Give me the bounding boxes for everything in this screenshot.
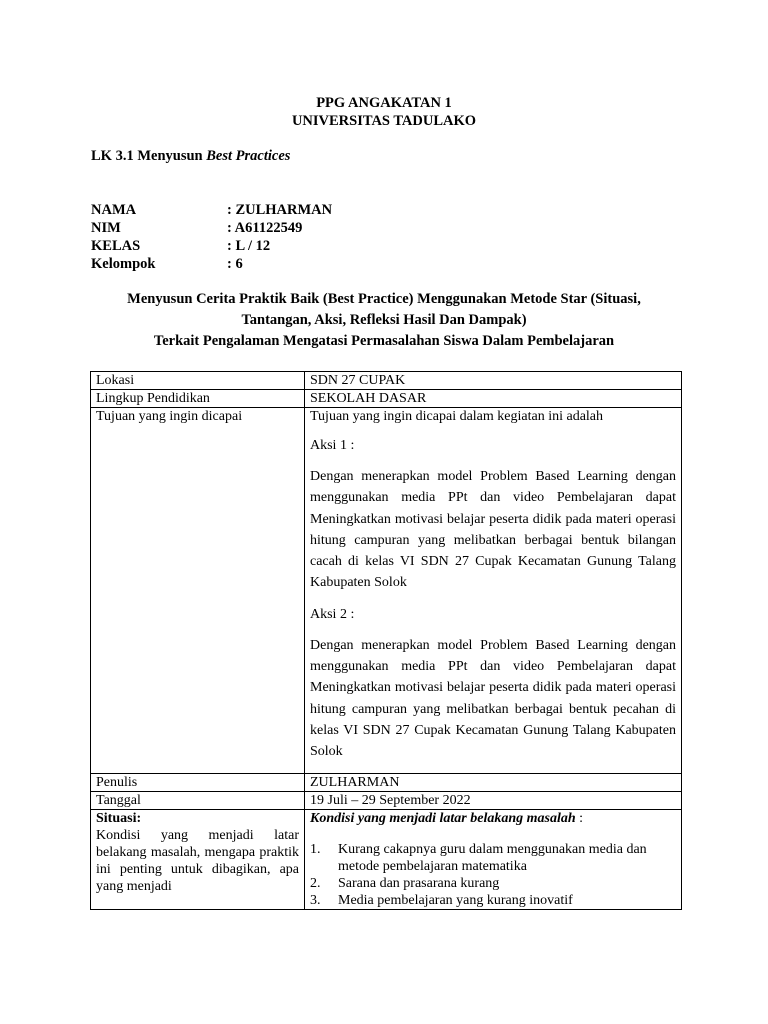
situasi-title-suffix: :	[575, 810, 584, 826]
list-item-text: Sarana dan prasarana kurang	[338, 875, 500, 891]
situasi-label-cell	[91, 809, 305, 909]
list-item-number: 3.	[310, 892, 321, 908]
row-value: ZULHARMAN	[305, 773, 682, 791]
table-row	[91, 390, 682, 408]
aksi1-title: Aksi 1 :	[310, 438, 355, 453]
document-heading	[95, 289, 673, 352]
list-item-number: 1.	[310, 841, 321, 857]
list-item	[310, 875, 676, 892]
row-label: Lokasi	[91, 372, 305, 390]
header-line-2: UNIVERSITAS TADULAKO	[291, 113, 477, 129]
list-item	[310, 841, 676, 875]
aksi2-text: Dengan menerapkan model Problem Based Learning dengan menggunakan media PPt dan video Pembelajaran dapat Meningkatkan motivasi belajar peserta didik pada materi operasi hitung campuran yang melibatkan berbagai bentuk pecahan di kelas VI SDN 27 Cupak Kecamatan Gunung Talang Kabupaten Solok	[310, 637, 676, 760]
table-row	[91, 773, 682, 791]
row-label: Tujuan yang ingin dicapai	[91, 408, 305, 774]
tujuan-cell	[305, 408, 682, 774]
row-value: SDN 27 CUPAK	[305, 372, 682, 390]
list-item-number: 2.	[310, 875, 321, 891]
identity-label: KELAS	[91, 238, 141, 254]
lk-italic: Best Practices	[206, 148, 291, 164]
row-value: SEKOLAH DASAR	[305, 390, 682, 408]
heading-line-3: Terkait Pengalaman Mengatasi Permasalahan Siswa Dalam Pembelajaran	[153, 333, 615, 349]
aksi1-text: Dengan menerapkan model Problem Based Learning dengan menggunakan media PPt dan video Pembelajaran dapat Meningkatkan motivasi belajar peserta didik pada materi operasi hitung campuran yang melibatkan berbagai bentuk bilangan cacah di kelas VI SDN 27 Cupak Kecamatan Gunung Talang Kabupaten Solok	[310, 469, 676, 591]
row-label: Tanggal	[91, 791, 305, 809]
table-row	[91, 809, 682, 909]
identity-value: : ZULHARMAN	[227, 202, 333, 218]
heading-line-1: Menyusun Cerita Praktik Baik (Best Practice) Menggunakan Metode Star (Situasi,	[127, 291, 641, 307]
situasi-title	[310, 810, 676, 827]
identity-value: : 6	[227, 256, 243, 272]
situasi-desc: Kondisi yang menjadi latar belakang masalah, mengapa praktik ini penting untuk dibagikan, apa yang menjadi	[96, 827, 299, 894]
list-item-text: Media pembelajaran yang kurang inovatif	[338, 892, 573, 908]
situasi-list	[310, 841, 676, 909]
heading-line-2: Tantangan, Aksi, Refleksi Hasil Dan Dampak)	[241, 312, 527, 328]
row-label: Penulis	[91, 773, 305, 791]
identity-label: NAMA	[91, 202, 137, 218]
identity-label: Kelompok	[91, 256, 156, 272]
situasi-content-cell	[305, 809, 682, 909]
row-label: Lingkup Pendidikan	[91, 390, 305, 408]
lk-title	[91, 148, 290, 165]
aksi2-title: Aksi 2 :	[310, 606, 355, 622]
tujuan-intro: Tujuan yang ingin dicapai dalam kegiatan ini adalah	[310, 409, 604, 424]
identity-value: : A61122549	[227, 220, 303, 236]
lk-prefix: LK 3.1 Menyusun	[91, 148, 207, 164]
practice-table	[90, 371, 682, 910]
situasi-title-text: Kondisi yang menjadi latar belakang masalah	[310, 810, 576, 826]
list-item	[310, 892, 676, 909]
table-row	[91, 791, 682, 809]
table-row	[91, 408, 682, 774]
list-item-text: Kurang cakapnya guru dalam menggunakan media dan metode pembelajaran matematika	[338, 841, 647, 874]
table-row	[91, 372, 682, 390]
identity-label: NIM	[91, 220, 121, 236]
identity-value: : L / 12	[227, 238, 271, 254]
situasi-label: Situasi:	[96, 810, 142, 826]
row-value: 19 Juli – 29 September 2022	[305, 791, 682, 809]
header-line-1: PPG ANGAKATAN 1	[316, 95, 452, 111]
